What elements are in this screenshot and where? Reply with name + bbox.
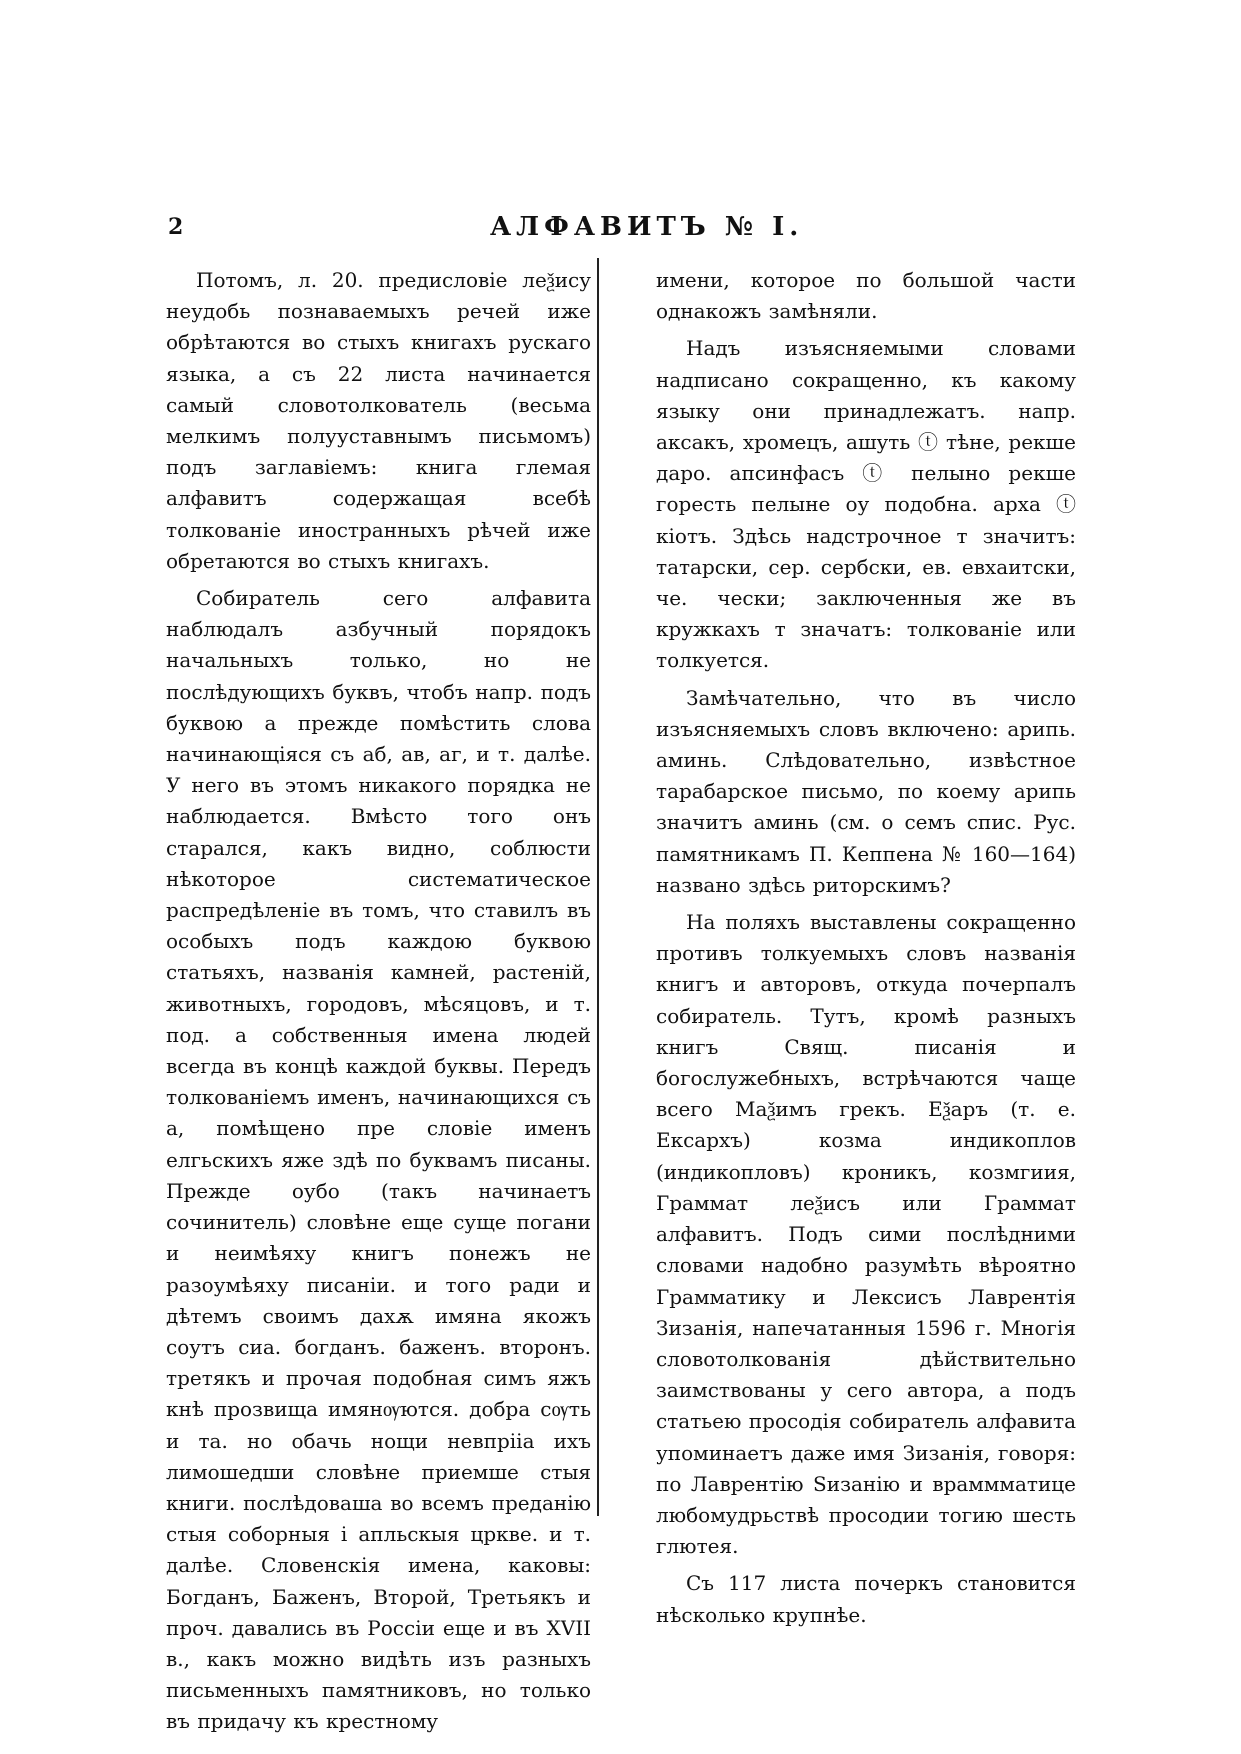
paragraph: Замѣчательно, что въ число изъясняемыхъ словъ включено: арипь. аминь. Слѣдовательно, извѣстное тарабарское письмо, по коему арипь значитъ аминь (см. о семъ спис. Рус. памятникамъ П. Кеппена № 160—164) названо здѣсь риторскимъ?: [656, 685, 1076, 897]
paragraph: Потомъ, л. 20. предисловіе леѯису неудобь познаваемыхъ речей иже обрѣтаются во стыхъ книгахъ рускаго языка, а съ 22 листа начинается самый словотолкователь (весьма мелкимъ полууставнымъ письмомъ) подъ заглавіемъ: книга глемая алфавитъ содержащая всебѣ толкованіе иностранныхъ рѣчей иже обретаются во стыхъ книгахъ.: [166, 268, 591, 573]
right-column: [656, 265, 1076, 1631]
page-header: [0, 210, 1241, 250]
paragraph: На поляхъ выставлены сокращенно противъ толкуемыхъ словъ названія книгъ и авторовъ, откуда почерпалъ собиратель. Тутъ, кромѣ разныхъ книгъ Свящ. писанія и богослужебныхъ, встрѣчаются чаще всего Маѯимъ грекъ. Еѯаръ (т. е. Ексархъ) козма индикоплов (индикопловъ) кроникъ, козмгиия, Граммат леѯисъ или Граммат алфавитъ. Подъ сими послѣдними словами надобно разумѣть вѣроятно Грамматику и Лексисъ Лаврентія Зизанія, напечатанныя 1596 г. Многія словотолкованія дѣйствительно заимствованы у сего автора, а подъ статьею просодія собиратель алфавита упоминаетъ даже имя Зизанія, говоря: по Лаврентію Ѕизанію и враммматице любомудрьствѣ просодии тогию шесть глютея.: [656, 910, 1076, 1559]
column-divider: [597, 258, 599, 1516]
paragraph: Надъ изъясняемыми словами надписано сокращенно, къ какому языку они принадлежатъ. напр. аксакъ, хромецъ, ашуть ⓣ тѣне, рекше даро. апсинфасъ ⓣ пелыно рекше горесть пелыне оу подобна. арха ⓣ кіотъ. Здѣсь надстрочное т значитъ: татарски, сер. сербски, ев. евхаитски, че. чески; заключенныя же въ кружкахъ т значатъ: толкованіе или толкуется.: [656, 336, 1076, 673]
running-title: АЛФАВИТЪ № I.: [490, 212, 804, 242]
page-number: 2: [168, 214, 184, 240]
paragraph: Собиратель сего алфавита наблюдалъ азбучный порядокъ начальныхъ только, но не послѣдующихъ буквъ, чтобъ напр. подъ буквою а прежде помѣстить слова начинающіяся съ аб, ав, аг, и т. далѣе. У него въ этомъ никакого порядка не наблюдается. Вмѣсто того онъ старался, какъ видно, соблюсти нѣкоторое систематическое распредѣленіе въ томъ, что ставилъ въ особыхъ подъ каждою буквою статьяхъ, названія камней, растеній, животныхъ, городовъ, мѣсяцовъ, и т. под. а собственныя имена людей всегда въ концѣ каждой буквы. Передъ толкованіемъ именъ, начинающихся съ а, помѣщено пре словіе именъ елгьскихъ яже здѣ по буквамъ писаны. Прежде оубо (такъ начинаетъ сочинитель) словѣне еще суще погани и неимѣяху книгъ понежъ не разоумѣяху писаніи. и того ради и дѣтемъ своимъ дахѫ имяна якожъ соутъ сиа. богданъ. баженъ. второнъ. третякъ и прочая подобная симъ яжъ кнѣ прозвища имянѹются. добра сѹть и та. но обачь нощи невпрііа ихъ лимошедши словѣне приемше стыя книги. послѣдоваша во всемъ преданію стыя соборныя і апльскыя цркве. и т. далѣе. Словенскія имена, каковы: Богданъ, Баженъ, Второй, Третьякъ и проч. давались въ Россіи еще и въ XVII в., какъ можно видѣть изъ разныхъ письменныхъ памятниковъ, но только въ придачу къ крестному: [166, 586, 591, 1734]
paragraph: имени, которое по большой части однакожъ замѣняли.: [656, 268, 1076, 324]
left-column: [166, 265, 591, 1738]
paragraph: Съ 117 листа почеркъ становится нѣсколько крупнѣе.: [656, 1571, 1076, 1627]
